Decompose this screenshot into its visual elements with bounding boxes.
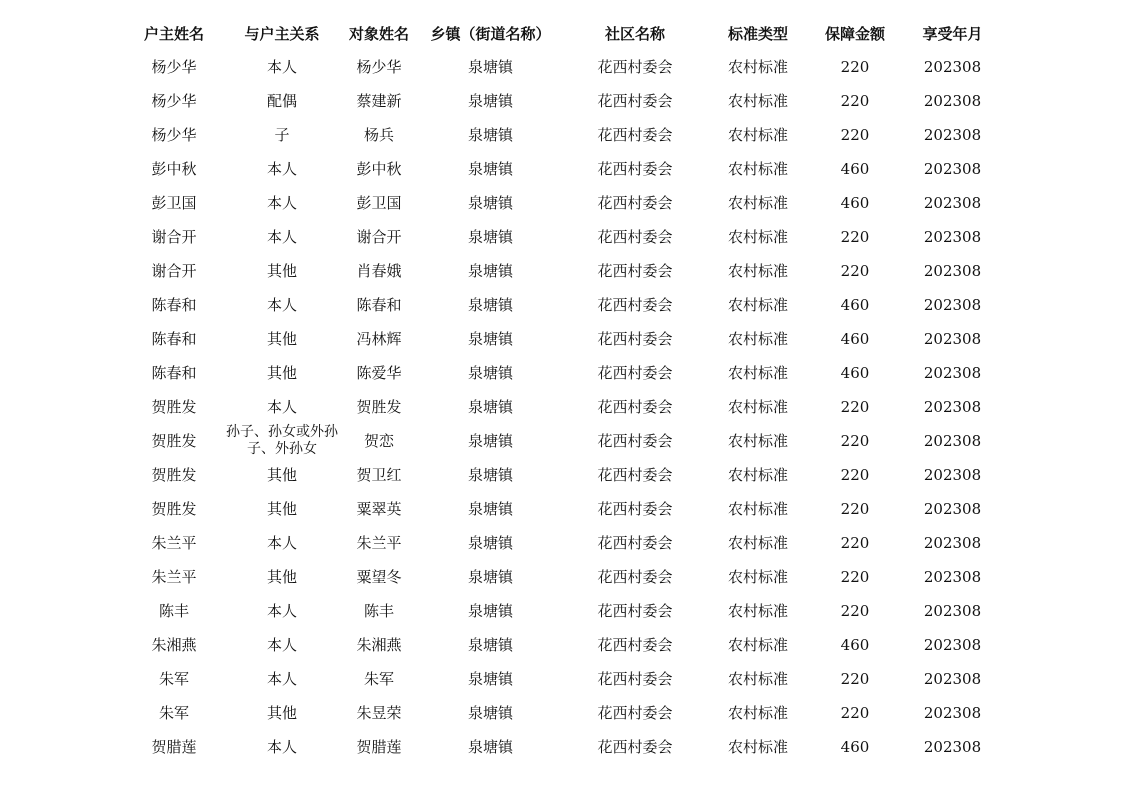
relationship-cell: 本人 [266, 601, 297, 620]
household-head-name-cell: 朱兰平 [151, 533, 197, 552]
community-cell: 花西村委会 [597, 601, 673, 620]
household-head-name-cell: 陈春和 [151, 363, 197, 382]
month-cell: 202308 [923, 227, 982, 246]
amount-cell: 220 [840, 397, 870, 416]
recipient-name-cell: 粟望冬 [356, 567, 402, 586]
township-cell: 泉塘镇 [467, 465, 513, 484]
township-cell: 泉塘镇 [467, 601, 513, 620]
township-cell: 泉塘镇 [467, 91, 513, 110]
amount-cell: 220 [840, 431, 870, 450]
table-row [124, 322, 1004, 356]
household-head-name-cell: 朱兰平 [151, 567, 197, 586]
amount-cell: 220 [840, 567, 870, 586]
recipient-name-cell: 冯林辉 [356, 329, 402, 348]
household-head-name-cell: 杨少华 [151, 91, 197, 110]
amount-cell: 460 [840, 635, 870, 654]
relationship-cell: 本人 [266, 193, 297, 212]
header-relationship: 与户主关系 [244, 24, 320, 43]
header-amount: 保障金额 [824, 24, 885, 43]
township-cell: 泉塘镇 [467, 635, 513, 654]
amount-cell: 220 [840, 261, 870, 280]
relationship-cell: 其他 [266, 363, 297, 382]
table-row [124, 84, 1004, 118]
community-cell: 花西村委会 [597, 329, 673, 348]
recipient-name-cell: 谢合开 [356, 227, 402, 246]
relationship-cell: 本人 [266, 635, 297, 654]
township-cell: 泉塘镇 [467, 227, 513, 246]
township-cell: 泉塘镇 [467, 669, 513, 688]
township-cell: 泉塘镇 [467, 125, 513, 144]
household-head-name-cell: 贺腊莲 [151, 737, 197, 756]
amount-cell: 460 [840, 295, 870, 314]
month-cell: 202308 [923, 533, 982, 552]
header-community: 社区名称 [604, 24, 665, 43]
household-head-name-cell: 陈春和 [151, 295, 197, 314]
household-head-name-cell: 彭卫国 [151, 193, 197, 212]
standard-type-cell: 农村标准 [727, 159, 788, 178]
relationship-cell: 孙子、孙女或外孙子、外孙女 [226, 424, 338, 457]
table-row [124, 492, 1004, 526]
community-cell: 花西村委会 [597, 193, 673, 212]
table-row [124, 458, 1004, 492]
standard-type-cell: 农村标准 [727, 57, 788, 76]
table-header [124, 16, 1004, 50]
header-household-head-name: 户主姓名 [143, 24, 204, 43]
recipient-name-cell: 蔡建新 [356, 91, 402, 110]
header-recipient-name: 对象姓名 [348, 24, 409, 43]
table-row [124, 628, 1004, 662]
recipient-name-cell: 彭卫国 [356, 193, 402, 212]
township-cell: 泉塘镇 [467, 703, 513, 722]
month-cell: 202308 [923, 635, 982, 654]
standard-type-cell: 农村标准 [727, 295, 788, 314]
relationship-cell: 本人 [266, 227, 297, 246]
community-cell: 花西村委会 [597, 261, 673, 280]
household-head-name-cell: 贺胜发 [151, 499, 197, 518]
month-cell: 202308 [923, 193, 982, 212]
community-cell: 花西村委会 [597, 703, 673, 722]
household-head-name-cell: 彭中秋 [151, 159, 197, 178]
household-head-name-cell: 谢合开 [151, 227, 197, 246]
table-row [124, 662, 1004, 696]
community-cell: 花西村委会 [597, 57, 673, 76]
recipient-name-cell: 贺卫红 [356, 465, 402, 484]
recipient-name-cell: 陈春和 [356, 295, 402, 314]
standard-type-cell: 农村标准 [727, 227, 788, 246]
amount-cell: 220 [840, 499, 870, 518]
household-head-name-cell: 陈春和 [151, 329, 197, 348]
standard-type-cell: 农村标准 [727, 465, 788, 484]
header-standard-type: 标准类型 [727, 24, 788, 43]
relationship-cell: 本人 [266, 397, 297, 416]
amount-cell: 460 [840, 363, 870, 382]
standard-type-cell: 农村标准 [727, 125, 788, 144]
amount-cell: 220 [840, 533, 870, 552]
household-head-name-cell: 朱湘燕 [151, 635, 197, 654]
month-cell: 202308 [923, 601, 982, 620]
month-cell: 202308 [923, 295, 982, 314]
recipient-name-cell: 朱军 [363, 669, 394, 688]
recipient-name-cell: 朱湘燕 [356, 635, 402, 654]
township-cell: 泉塘镇 [467, 159, 513, 178]
amount-cell: 220 [840, 57, 870, 76]
table-body [124, 50, 1004, 764]
community-cell: 花西村委会 [597, 363, 673, 382]
amount-cell: 220 [840, 91, 870, 110]
month-cell: 202308 [923, 57, 982, 76]
standard-type-cell: 农村标准 [727, 601, 788, 620]
standard-type-cell: 农村标准 [727, 635, 788, 654]
standard-type-cell: 农村标准 [727, 499, 788, 518]
month-cell: 202308 [923, 499, 982, 518]
amount-cell: 460 [840, 329, 870, 348]
recipient-name-cell: 粟翠英 [356, 499, 402, 518]
township-cell: 泉塘镇 [467, 499, 513, 518]
relationship-cell: 本人 [266, 159, 297, 178]
community-cell: 花西村委会 [597, 295, 673, 314]
amount-cell: 460 [840, 159, 870, 178]
township-cell: 泉塘镇 [467, 57, 513, 76]
header-month: 享受年月 [922, 24, 983, 43]
table-row [124, 50, 1004, 84]
relationship-cell: 子 [274, 125, 290, 144]
recipient-name-cell: 陈爱华 [356, 363, 402, 382]
community-cell: 花西村委会 [597, 737, 673, 756]
month-cell: 202308 [923, 363, 982, 382]
month-cell: 202308 [923, 703, 982, 722]
relationship-cell: 其他 [266, 329, 297, 348]
table-row [124, 696, 1004, 730]
community-cell: 花西村委会 [597, 669, 673, 688]
table-row [124, 356, 1004, 390]
table-row [124, 730, 1004, 764]
relationship-cell: 其他 [266, 499, 297, 518]
relationship-cell: 其他 [266, 261, 297, 280]
recipient-name-cell: 肖春娥 [356, 261, 402, 280]
household-head-name-cell: 杨少华 [151, 125, 197, 144]
amount-cell: 460 [840, 737, 870, 756]
amount-cell: 220 [840, 227, 870, 246]
standard-type-cell: 农村标准 [727, 91, 788, 110]
relationship-cell: 本人 [266, 669, 297, 688]
standard-type-cell: 农村标准 [727, 397, 788, 416]
recipient-name-cell: 杨兵 [363, 125, 394, 144]
month-cell: 202308 [923, 261, 982, 280]
table-row [124, 118, 1004, 152]
township-cell: 泉塘镇 [467, 397, 513, 416]
standard-type-cell: 农村标准 [727, 567, 788, 586]
township-cell: 泉塘镇 [467, 261, 513, 280]
township-cell: 泉塘镇 [467, 567, 513, 586]
table-row [124, 560, 1004, 594]
relationship-cell: 配偶 [266, 91, 297, 110]
standard-type-cell: 农村标准 [727, 669, 788, 688]
standard-type-cell: 农村标准 [727, 431, 788, 450]
month-cell: 202308 [923, 91, 982, 110]
household-head-name-cell: 朱军 [158, 669, 189, 688]
month-cell: 202308 [923, 465, 982, 484]
month-cell: 202308 [923, 125, 982, 144]
amount-cell: 220 [840, 669, 870, 688]
recipient-name-cell: 贺腊莲 [356, 737, 402, 756]
township-cell: 泉塘镇 [467, 329, 513, 348]
recipient-name-cell: 朱兰平 [356, 533, 402, 552]
household-head-name-cell: 朱军 [158, 703, 189, 722]
community-cell: 花西村委会 [597, 499, 673, 518]
header-row [124, 16, 1004, 50]
standard-type-cell: 农村标准 [727, 261, 788, 280]
community-cell: 花西村委会 [597, 567, 673, 586]
recipient-name-cell: 贺胜发 [356, 397, 402, 416]
relationship-cell: 其他 [266, 567, 297, 586]
community-cell: 花西村委会 [597, 397, 673, 416]
standard-type-cell: 农村标准 [727, 193, 788, 212]
community-cell: 花西村委会 [597, 533, 673, 552]
community-cell: 花西村委会 [597, 159, 673, 178]
amount-cell: 220 [840, 125, 870, 144]
amount-cell: 220 [840, 703, 870, 722]
standard-type-cell: 农村标准 [727, 737, 788, 756]
relationship-cell: 其他 [266, 703, 297, 722]
table-row [124, 186, 1004, 220]
relationship-cell: 本人 [266, 57, 297, 76]
table-row [124, 288, 1004, 322]
household-head-name-cell: 谢合开 [151, 261, 197, 280]
standard-type-cell: 农村标准 [727, 533, 788, 552]
month-cell: 202308 [923, 397, 982, 416]
table-row [124, 526, 1004, 560]
table-row [124, 254, 1004, 288]
header-township: 乡镇（街道名称） [430, 24, 551, 43]
standard-type-cell: 农村标准 [727, 703, 788, 722]
subsidy-roster-table [124, 16, 1004, 764]
relationship-cell: 本人 [266, 533, 297, 552]
recipient-name-cell: 贺恋 [363, 431, 394, 450]
month-cell: 202308 [923, 159, 982, 178]
month-cell: 202308 [923, 737, 982, 756]
community-cell: 花西村委会 [597, 227, 673, 246]
amount-cell: 220 [840, 601, 870, 620]
household-head-name-cell: 陈丰 [158, 601, 189, 620]
township-cell: 泉塘镇 [467, 193, 513, 212]
household-head-name-cell: 贺胜发 [151, 465, 197, 484]
relationship-cell: 本人 [266, 737, 297, 756]
standard-type-cell: 农村标准 [727, 363, 788, 382]
township-cell: 泉塘镇 [467, 737, 513, 756]
household-head-name-cell: 贺胜发 [151, 431, 197, 450]
community-cell: 花西村委会 [597, 431, 673, 450]
community-cell: 花西村委会 [597, 635, 673, 654]
table-row [124, 220, 1004, 254]
table-row [124, 390, 1004, 424]
community-cell: 花西村委会 [597, 465, 673, 484]
household-head-name-cell: 杨少华 [151, 57, 197, 76]
recipient-name-cell: 朱昱荣 [356, 703, 402, 722]
month-cell: 202308 [923, 669, 982, 688]
month-cell: 202308 [923, 431, 982, 450]
community-cell: 花西村委会 [597, 91, 673, 110]
table-row [124, 594, 1004, 628]
standard-type-cell: 农村标准 [727, 329, 788, 348]
table-row [124, 424, 1004, 458]
community-cell: 花西村委会 [597, 125, 673, 144]
table-row [124, 152, 1004, 186]
township-cell: 泉塘镇 [467, 533, 513, 552]
township-cell: 泉塘镇 [467, 431, 513, 450]
relationship-cell: 其他 [266, 465, 297, 484]
relationship-cell: 本人 [266, 295, 297, 314]
township-cell: 泉塘镇 [467, 295, 513, 314]
month-cell: 202308 [923, 567, 982, 586]
recipient-name-cell: 彭中秋 [356, 159, 402, 178]
household-head-name-cell: 贺胜发 [151, 397, 197, 416]
recipient-name-cell: 陈丰 [363, 601, 394, 620]
amount-cell: 220 [840, 465, 870, 484]
amount-cell: 460 [840, 193, 870, 212]
month-cell: 202308 [923, 329, 982, 348]
recipient-name-cell: 杨少华 [356, 57, 402, 76]
township-cell: 泉塘镇 [467, 363, 513, 382]
